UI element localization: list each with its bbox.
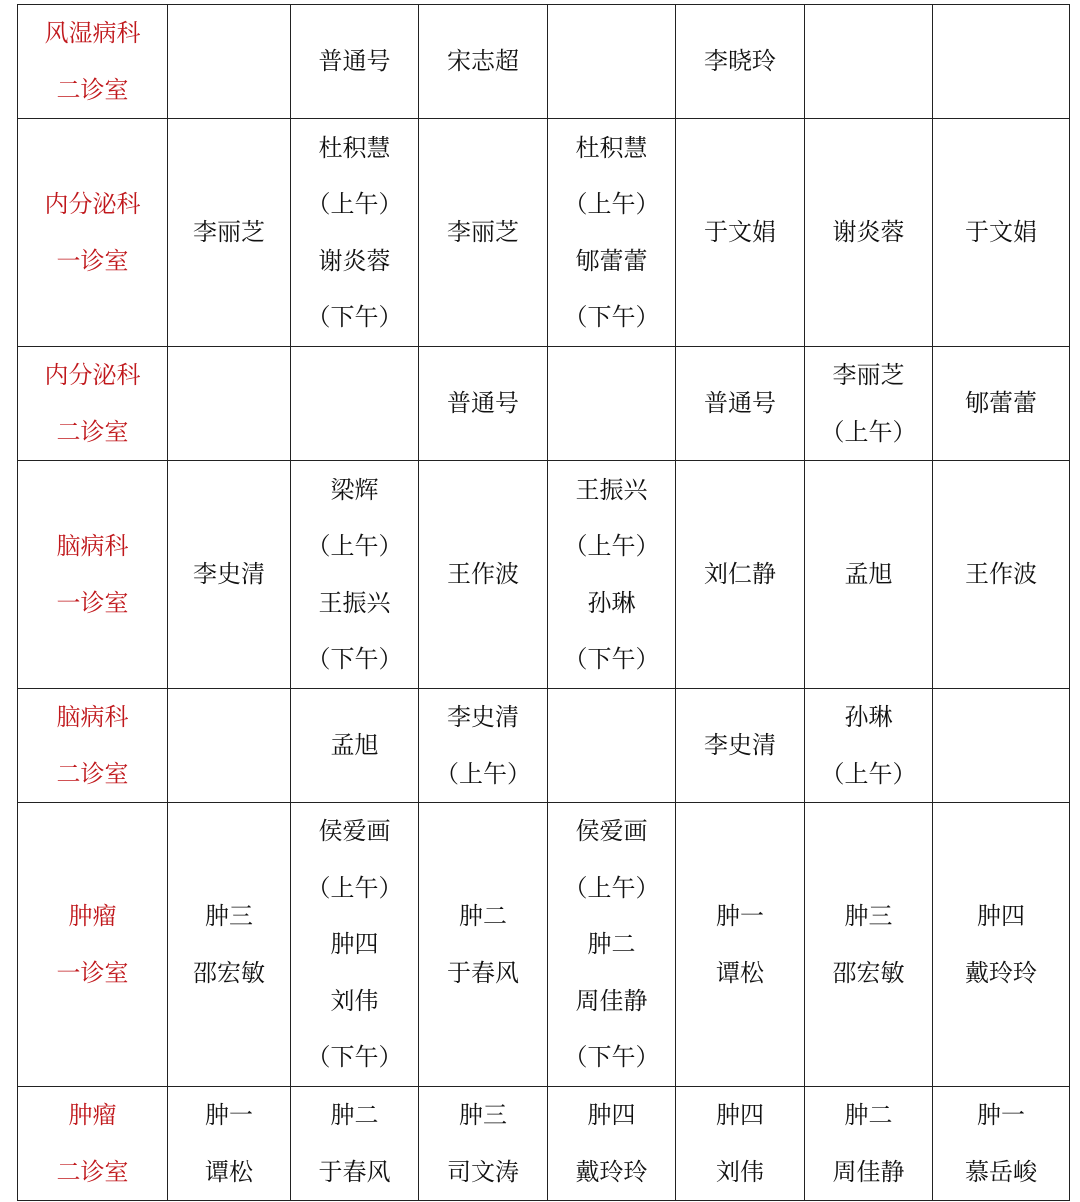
department-label-line: 一诊室: [56, 588, 129, 617]
doctor-entry-line: 杜积慧: [575, 133, 648, 162]
schedule-cell: [168, 347, 291, 461]
doctor-entry-line: 郇蕾蕾: [965, 389, 1037, 418]
department-label-line: 二诊室: [56, 1157, 129, 1186]
schedule-cell: [676, 1087, 805, 1201]
department-label-line: 肿瘤: [68, 1101, 117, 1129]
doctor-entry-line: 郇蕾蕾: [575, 246, 648, 275]
doctor-entry-line: （上午）: [435, 759, 531, 788]
schedule-cell: [548, 803, 676, 1087]
doctor-entry-line: 梁辉: [330, 475, 379, 504]
department-cell: [18, 347, 168, 461]
doctor-entry-line: （上午）: [306, 532, 403, 560]
schedule-cell: [676, 803, 805, 1087]
doctor-entry-line: 孟旭: [844, 560, 893, 589]
department-cell: [18, 5, 168, 119]
doctor-entry-line: 周佳静: [575, 986, 648, 1015]
doctor-entry-line: 李晓玲: [704, 47, 776, 76]
doctor-entry-line: 肿二: [330, 1101, 379, 1129]
department-cell: [18, 119, 168, 347]
doctor-entry-line: 刘伟: [716, 1157, 764, 1186]
doctor-entry-line: 戴玲玲: [575, 1157, 648, 1186]
doctor-entry-line: 普通号: [447, 389, 519, 418]
doctor-entry-line: 谭松: [716, 958, 764, 987]
schedule-cell: [291, 119, 419, 347]
schedule-cell: [676, 689, 805, 803]
doctor-entry-line: 李史清: [447, 703, 519, 731]
department-label-line: 肿瘤: [68, 902, 117, 930]
schedule-body: [18, 5, 1070, 1201]
department-cell: [18, 689, 168, 803]
doctor-entry-line: 于文娟: [965, 218, 1037, 247]
doctor-entry-line: 周佳静: [832, 1157, 905, 1186]
doctor-entry-line: （下午）: [563, 303, 660, 331]
doctor-entry-line: 谭松: [205, 1157, 253, 1186]
schedule-cell: [548, 5, 676, 119]
schedule-row-neurology-room-2: [18, 689, 1070, 803]
doctor-entry-line: 于文娟: [704, 218, 776, 247]
doctor-entry-line: 宋志超: [447, 47, 519, 76]
doctor-entry-line: 肿三: [844, 902, 893, 930]
doctor-entry-line: （上午）: [563, 190, 660, 218]
doctor-entry-line: （上午）: [563, 873, 660, 902]
schedule-cell: [548, 689, 676, 803]
department-label-line: 二诊室: [56, 75, 129, 104]
doctor-entry-line: 李丽芝: [447, 218, 519, 247]
doctor-entry-line: 谢炎蓉: [318, 246, 391, 275]
doctor-entry-line: 刘伟: [330, 986, 379, 1015]
doctor-entry-line: 李史清: [704, 731, 776, 760]
doctor-entry-line: 邵宏敏: [832, 958, 905, 987]
schedule-cell: [548, 119, 676, 347]
doctor-entry-line: （下午）: [563, 645, 660, 673]
schedule-cell: [419, 1087, 548, 1201]
schedule-cell: [291, 5, 419, 119]
doctor-entry-line: 孙琳: [587, 588, 636, 617]
schedule-row-endocrinology-room-2: [18, 347, 1070, 461]
doctor-entry-line: （上午）: [820, 759, 917, 788]
schedule-row-endocrinology-room-1: [18, 119, 1070, 347]
doctor-entry-line: 李丽芝: [193, 218, 265, 247]
doctor-entry-line: 王作波: [447, 560, 519, 589]
department-label-line: 一诊室: [56, 958, 129, 987]
department-cell: [18, 803, 168, 1087]
department-cell: [18, 1087, 168, 1201]
schedule-cell: [933, 1087, 1070, 1201]
doctor-entry-line: 王振兴: [318, 588, 391, 617]
schedule-cell: [168, 803, 291, 1087]
doctor-entry-line: （上午）: [563, 532, 660, 560]
schedule-cell: [548, 1087, 676, 1201]
schedule-cell: [805, 5, 933, 119]
schedule-cell: [548, 461, 676, 689]
schedule-cell: [676, 347, 805, 461]
department-label-line: 脑病科: [56, 703, 129, 731]
clinic-schedule-table: [17, 4, 1070, 1201]
schedule-cell: [168, 1087, 291, 1201]
doctor-entry-line: （下午）: [306, 1043, 403, 1072]
doctor-entry-line: 肿二: [844, 1101, 893, 1129]
doctor-entry-line: 孙琳: [844, 703, 893, 731]
schedule-cell: [419, 347, 548, 461]
schedule-row-neurology-room-1: [18, 461, 1070, 689]
doctor-entry-line: 慕岳峻: [965, 1157, 1037, 1186]
schedule-cell: [419, 461, 548, 689]
doctor-entry-line: 普通号: [318, 47, 391, 76]
doctor-entry-line: 肿一: [716, 902, 764, 930]
schedule-cell: [291, 803, 419, 1087]
doctor-entry-line: 王作波: [965, 560, 1037, 589]
doctor-entry-line: 肿四: [330, 930, 379, 959]
doctor-entry-line: 李史清: [193, 560, 265, 589]
doctor-entry-line: 肿三: [459, 1101, 507, 1129]
department-label-line: 风湿病科: [44, 19, 141, 47]
department-label-line: 一诊室: [56, 246, 129, 275]
schedule-cell: [676, 461, 805, 689]
doctor-entry-line: 孟旭: [330, 731, 379, 760]
schedule-cell: [291, 347, 419, 461]
schedule-cell: [805, 803, 933, 1087]
department-cell: [18, 461, 168, 689]
schedule-cell: [933, 803, 1070, 1087]
doctor-entry-line: （上午）: [306, 873, 403, 902]
schedule-cell: [419, 689, 548, 803]
department-label-line: 二诊室: [56, 759, 129, 788]
schedule-cell: [419, 5, 548, 119]
department-label-line: 二诊室: [56, 417, 129, 446]
doctor-entry-line: 谢炎蓉: [832, 218, 905, 247]
doctor-entry-line: 普通号: [704, 389, 776, 418]
doctor-entry-line: 肿二: [587, 930, 636, 959]
schedule-cell: [805, 461, 933, 689]
department-label-line: 脑病科: [56, 532, 129, 560]
doctor-entry-line: 杜积慧: [318, 133, 391, 162]
doctor-entry-line: （下午）: [306, 303, 403, 331]
department-label-line: 内分泌科: [44, 190, 141, 218]
schedule-cell: [933, 347, 1070, 461]
schedule-cell: [168, 689, 291, 803]
schedule-cell: [291, 1087, 419, 1201]
doctor-entry-line: 刘仁静: [704, 560, 776, 589]
doctor-entry-line: 于春风: [447, 958, 519, 987]
schedule-cell: [805, 347, 933, 461]
schedule-cell: [676, 119, 805, 347]
doctor-entry-line: 侯爱画: [575, 817, 648, 846]
schedule-cell: [548, 347, 676, 461]
doctor-entry-line: （上午）: [306, 190, 403, 218]
schedule-cell: [933, 5, 1070, 119]
schedule-cell: [168, 461, 291, 689]
schedule-cell: [933, 119, 1070, 347]
doctor-entry-line: 肿四: [716, 1101, 764, 1129]
doctor-entry-line: 戴玲玲: [965, 958, 1037, 987]
department-label-line: 内分泌科: [44, 361, 141, 389]
doctor-entry-line: 司文涛: [447, 1157, 519, 1186]
doctor-entry-line: 肿一: [977, 1101, 1025, 1129]
doctor-entry-line: 肿四: [977, 902, 1025, 930]
schedule-cell: [291, 689, 419, 803]
schedule-cell: [676, 5, 805, 119]
doctor-entry-line: （上午）: [820, 417, 917, 446]
doctor-entry-line: 王振兴: [575, 475, 648, 504]
doctor-entry-line: （下午）: [306, 645, 403, 673]
schedule-cell: [805, 119, 933, 347]
schedule-row-rheumatology-room-2: [18, 5, 1070, 119]
doctor-entry-line: 肿二: [459, 902, 507, 930]
schedule-cell: [805, 689, 933, 803]
doctor-entry-line: 侯爱画: [318, 817, 391, 846]
schedule-cell: [168, 119, 291, 347]
doctor-entry-line: 肿四: [587, 1101, 636, 1129]
doctor-entry-line: 肿三: [205, 902, 253, 930]
doctor-entry-line: 邵宏敏: [193, 958, 265, 987]
doctor-entry-line: 李丽芝: [832, 361, 905, 389]
schedule-cell: [805, 1087, 933, 1201]
doctor-entry-line: （下午）: [563, 1043, 660, 1072]
schedule-cell: [419, 119, 548, 347]
doctor-entry-line: 肿一: [205, 1101, 253, 1129]
schedule-row-oncology-room-1: [18, 803, 1070, 1087]
schedule-cell: [291, 461, 419, 689]
schedule-cell: [933, 461, 1070, 689]
schedule-cell: [933, 689, 1070, 803]
doctor-entry-line: 于春风: [318, 1157, 391, 1186]
schedule-row-oncology-room-2: [18, 1087, 1070, 1201]
schedule-cell: [168, 5, 291, 119]
schedule-cell: [419, 803, 548, 1087]
